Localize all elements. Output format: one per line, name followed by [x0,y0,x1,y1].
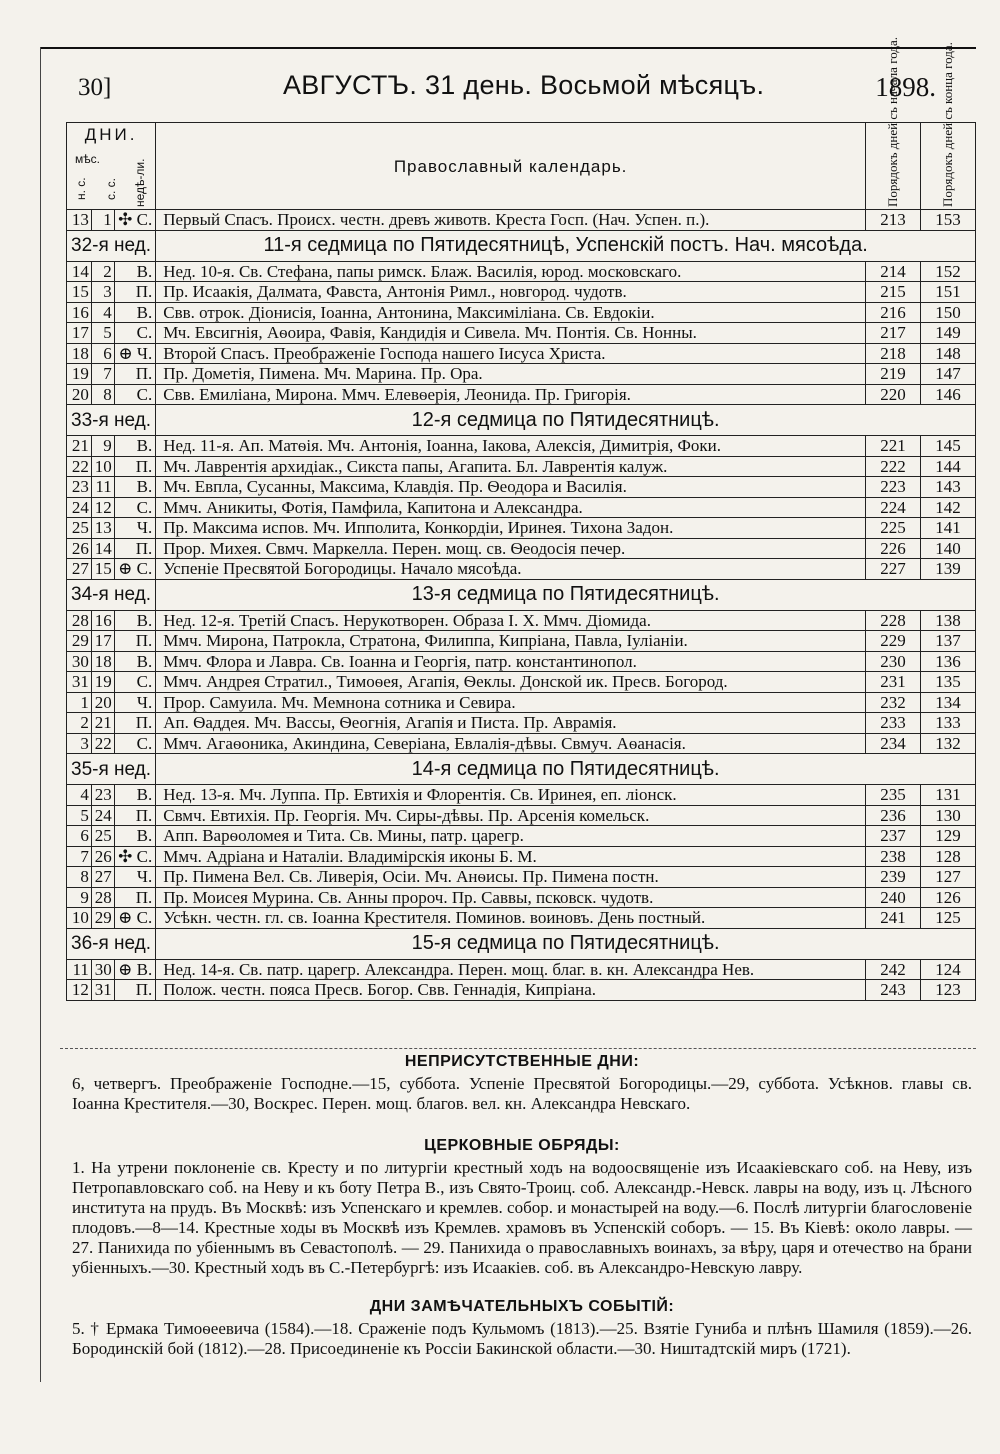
top-rule [40,47,976,49]
week-row [67,579,976,610]
new-style-date: 25 [67,518,92,539]
day-row [67,456,976,477]
days-remaining: 126 [920,887,975,908]
day-row [67,610,976,631]
weekday: В. [114,610,156,631]
saints-text: Ммч. Флора и Лавра. Св. Іоанна и Георгія, патр. константинопол. [156,651,866,672]
old-style-date: 25 [91,826,114,847]
week-number: 32-я нед. [67,230,156,261]
saints-text: Успеніе Пресвятой Богородицы. Начало мясоѣда. [156,559,866,580]
notable-events-title: ДНИ ЗАМѢЧАТЕЛЬНЫХЪ СОБЫТІЙ: [369,1298,675,1315]
day-of-year: 220 [865,384,920,405]
weekday: В. [114,302,156,323]
weekday: П. [114,456,156,477]
day-of-year: 243 [865,980,920,1001]
week-row [67,754,976,785]
old-style-date: 17 [91,631,114,652]
old-style-date: 3 [91,282,114,303]
week-row [67,405,976,436]
day-of-year: 216 [865,302,920,323]
saints-text: Нед. 11-я. Ап. Матѳія. Мч. Антонія, Іоанна, Іакова, Алексія, Димитрія, Фоки. [156,436,866,457]
saints-text: Ммч. Аникиты, Фотія, Памфила, Капитона и Александра. [156,497,866,518]
days-remaining: 145 [920,436,975,457]
days-remaining: 127 [920,867,975,888]
week-title: 11-я седмица по Пятидесятницѣ, Успенскій постъ. Нач. мясоѣда. [156,230,976,261]
days-to-end-header [920,42,975,210]
old-style-date: 15 [91,559,114,580]
saints-text: Пр. Исаакія, Далмата, Фавста, Антонія Римл., новгород. чудотв. [156,282,866,303]
day-of-year: 225 [865,518,920,539]
old-style-date: 20 [91,692,114,713]
weekday: П. [114,631,156,652]
old-style-date: 23 [91,785,114,806]
weekday: С. [114,323,156,344]
new-style-label: с. с. [103,178,118,201]
day-row [67,302,976,323]
new-style-date: 22 [67,456,92,477]
old-style-date: 7 [91,364,114,385]
saints-text: Мч. Лаврентія архидіак., Сикста папы, Агапита. Бл. Лаврентія калуж. [156,456,866,477]
day-row [67,651,976,672]
new-style-date: 19 [67,364,92,385]
saints-text: Ап. Ѳаддея. Мч. Вассы, Ѳеогнія, Агапія и Писта. Пр. Аврамія. [156,713,866,734]
day-row [67,785,976,806]
day-of-year: 233 [865,713,920,734]
day-of-year: 237 [865,826,920,847]
old-style-date: 14 [91,538,114,559]
day-of-year: 239 [865,867,920,888]
page-year: 1898. [875,72,936,102]
old-style-date: 9 [91,436,114,457]
new-style-date: 29 [67,631,92,652]
old-style-date: 24 [91,805,114,826]
day-row [67,980,976,1001]
day-of-year: 240 [865,887,920,908]
day-of-year: 230 [865,651,920,672]
weekday: ✣ С. [114,210,156,231]
day-row [67,538,976,559]
days-to-end-label: Порядокъ дней съ конца года. [939,42,955,207]
day-of-year: 221 [865,436,920,457]
saints-text: Нед. 10-я. Св. Стефана, папы римск. Блаж. Василія, юрод. московскаго. [156,261,866,282]
weekday: В. [114,785,156,806]
weekday: В. [114,436,156,457]
week-number: 33-я нед. [67,405,156,436]
day-row [67,631,976,652]
new-style-date: 14 [67,261,92,282]
old-style-date: 21 [91,713,114,734]
day-row [67,497,976,518]
church-rites-text: 1. На утрени поклоненіе св. Кресту и по литургіи крестный ходъ на водоосвященіе изъ Исаакіевскаго соб. на Неву, изъ Петропавловскаго соб. на Неву и къ боту Петра В., изъ Свято-Троиц. соб. Александр.-Невск. лавры на воду, изъ ц. Лѣсного института на прудъ. Въ Москвѣ: изъ Успенскаго и кремлев. собор. и монастырей на воду.—6. Послѣ литургіи благословеніе плодовъ.—8—14. Крестные ходы въ Москвѣ изъ Кремлев. храмовъ въ Успенскій соборъ. — 15. Въ Кіевѣ: около лавры. — 27. Панихида по убіеннымъ въ Севастополѣ. — 29. Панихида о православныхъ воинахъ, за вѣру, царя и отечество на брани убіенныхъ.—30. Крестный ходъ въ С.-Петербургѣ: изъ Исаакіев. соб. въ Александро-Невскую лавру. [72,1158,972,1277]
days-remaining: 132 [920,733,975,754]
days-remaining: 124 [920,959,975,980]
saints-text: Прор. Самуила. Мч. Мемнона сотника и Севира. [156,692,866,713]
old-style-date: 19 [91,672,114,693]
new-style-date: 18 [67,343,92,364]
new-style-date: 24 [67,497,92,518]
day-row [67,867,976,888]
new-style-date: 10 [67,908,92,929]
week-title: 15-я седмица по Пятидесятницѣ. [156,928,976,959]
day-row [67,477,976,498]
days-remaining: 149 [920,323,975,344]
new-style-date: 16 [67,302,92,323]
days-remaining: 143 [920,477,975,498]
new-style-date: 13 [67,210,92,231]
weekday: ⊕ В. [114,959,156,980]
day-of-year: 242 [865,959,920,980]
day-row [67,908,976,929]
day-of-year: 226 [865,538,920,559]
old-style-date: 8 [91,384,114,405]
new-style-date: 9 [67,887,92,908]
weekday: С. [114,672,156,693]
days-remaining: 141 [920,518,975,539]
day-row [67,559,976,580]
saints-text: Пр. Максима испов. Мч. Ипполита, Конкордіи, Иринея. Тихона Задон. [156,518,866,539]
day-row [67,959,976,980]
saints-text: Свмч. Евтихія. Пр. Георгія. Мч. Сиры-дѣвы. Пр. Арсенія комельск. [156,805,866,826]
saints-text: Мч. Евпла, Сусанны, Максима, Клавдія. Пр. Ѳеодора и Василія. [156,477,866,498]
saints-text: Второй Спасъ. Преображеніе Господа нашего Іисуса Христа. [156,343,866,364]
weekday: В. [114,477,156,498]
saints-text: Пр. Моисея Мурина. Св. Анны пророч. Пр. Саввы, псковск. чудотв. [156,887,866,908]
days-remaining: 153 [920,210,975,231]
weekday: Ч. [114,692,156,713]
day-of-year: 231 [865,672,920,693]
new-style-date: 1 [67,692,92,713]
day-row [67,733,976,754]
new-style-date: 4 [67,785,92,806]
days-remaining: 152 [920,261,975,282]
weekday: П. [114,805,156,826]
old-style-date: 30 [91,959,114,980]
page-header [78,70,958,106]
new-style-date: 28 [67,610,92,631]
new-style-date: 7 [67,846,92,867]
old-style-date: 27 [91,867,114,888]
day-row [67,343,976,364]
old-style-date: 5 [91,323,114,344]
weekday: В. [114,826,156,847]
week-title: 14-я седмица по Пятидесятницѣ. [156,754,976,785]
weekday: ⊕ С. [114,908,156,929]
weekday: С. [114,733,156,754]
day-of-year: 234 [865,733,920,754]
days-remaining: 135 [920,672,975,693]
weekday: П. [114,364,156,385]
day-row [67,384,976,405]
weekday: С. [114,384,156,405]
day-of-year: 232 [865,692,920,713]
days-remaining: 150 [920,302,975,323]
notable-events-text: 5. † Ермака Тимоѳеевича (1584).—18. Сраженіе подъ Кульмомъ (1813).—25. Взятіе Гуниба и плѣнъ Шамиля (1859).—26. Бородинскій бой (1812).—28. Присоединеніе къ Россіи Бакинской области.—30. Ништадтскій миръ (1721). [72,1319,972,1358]
day-of-year: 228 [865,610,920,631]
saints-text: Ммч. Мирона, Патрокла, Стратона, Филиппа, Кипріана, Павла, Іуліаніи. [156,631,866,652]
old-style-date: 11 [91,477,114,498]
new-style-date: 23 [67,477,92,498]
old-style-date: 31 [91,980,114,1001]
saints-text: Нед. 12-я. Третій Спасъ. Нерукотворен. Образа І. Х. Ммч. Діомида. [156,610,866,631]
week-row [67,230,976,261]
day-of-year: 214 [865,261,920,282]
day-of-year: 223 [865,477,920,498]
day-row [67,282,976,303]
old-style-date: 2 [91,261,114,282]
week-number: 36-я нед. [67,928,156,959]
weekday: П. [114,887,156,908]
new-style-date: 21 [67,436,92,457]
day-row [67,692,976,713]
week-number: 35-я нед. [67,754,156,785]
page-title: АВГУСТЪ. 31 день. Восьмой мѣсяцъ. [283,70,765,100]
day-row [67,846,976,867]
week-row [67,928,976,959]
day-of-year: 241 [865,908,920,929]
day-of-year: 218 [865,343,920,364]
old-style-date: 12 [91,497,114,518]
saints-text: Ммч. Агаѳоника, Акиндина, Северіана, Евлалія-дѣвы. Свмуч. Аѳанасія. [156,733,866,754]
days-remaining: 147 [920,364,975,385]
week-title: 13-я седмица по Пятидесятницѣ. [156,579,976,610]
weekday: ⊕ С. [114,559,156,580]
old-style-date: 29 [91,908,114,929]
saints-text: Полож. честн. пояса Пресв. Богор. Свв. Геннадія, Кипріана. [156,980,866,1001]
old-style-date: 1 [91,210,114,231]
saints-text: Пр. Пимена Вел. Св. Ливерія, Осіи. Мч. Анѳисы. Пр. Пимена постн. [156,867,866,888]
day-of-year: 222 [865,456,920,477]
weekday: Ч. [114,518,156,539]
table-header-row [67,123,976,210]
weekday: Ч. [114,867,156,888]
new-style-date: 2 [67,713,92,734]
new-style-date: 27 [67,559,92,580]
church-rites-section [72,1137,972,1278]
days-remaining: 133 [920,713,975,734]
day-of-year: 238 [865,846,920,867]
week-number: 34-я нед. [67,579,156,610]
days-remaining: 128 [920,846,975,867]
nonpresent-days-title: НЕПРИСУТСТВЕННЫЕ ДНИ: [404,1053,640,1070]
saints-text: Ммч. Адріана и Наталіи. Владимірскія иконы Б. М. [156,846,866,867]
days-remaining: 142 [920,497,975,518]
days-remaining: 148 [920,343,975,364]
new-style-date: 12 [67,980,92,1001]
old-style-date: 6 [91,343,114,364]
days-remaining: 137 [920,631,975,652]
new-style-date: 26 [67,538,92,559]
day-of-year: 224 [865,497,920,518]
new-style-date: 17 [67,323,92,344]
saints-text: Ммч. Андрея Стратил., Тимоѳея, Агапія, Ѳеклы. Донской ик. Пресв. Богород. [156,672,866,693]
days-remaining: 146 [920,384,975,405]
day-of-year: 219 [865,364,920,385]
day-row [67,364,976,385]
new-style-date: 6 [67,826,92,847]
old-style-label: н. с. [74,177,89,201]
new-style-date: 5 [67,805,92,826]
days-remaining: 136 [920,651,975,672]
day-of-year: 217 [865,323,920,344]
weekday: П. [114,282,156,303]
day-of-year: 229 [865,631,920,652]
weekday-label: недѣ-ли. [133,158,148,207]
week-title: 12-я седмица по Пятидесятницѣ. [156,405,976,436]
day-row [67,436,976,457]
weekday: П. [114,980,156,1001]
new-style-date: 30 [67,651,92,672]
day-of-year: 236 [865,805,920,826]
days-remaining: 139 [920,559,975,580]
church-rites-title: ЦЕРКОВНЫЕ ОБРЯДЫ: [424,1137,620,1154]
days-from-start-label: Порядокъ дней съ начала года. [884,37,900,207]
days-remaining: 129 [920,826,975,847]
old-style-date: 28 [91,887,114,908]
day-row [67,210,976,231]
orthodox-calendar-title: Православный календарь. [156,123,866,210]
day-row [67,261,976,282]
weekday: П. [114,538,156,559]
page-number: 30] [78,74,112,101]
days-remaining: 125 [920,908,975,929]
old-style-date: 18 [91,651,114,672]
weekday: ✣ С. [114,846,156,867]
saints-text: Мч. Евсигнія, Аѳоира, Фавія, Кандидія и Сивела. Мч. Понтія. Св. Нонны. [156,323,866,344]
old-style-date: 13 [91,518,114,539]
saints-text: Первый Спасъ. Происх. честн. древъ животв. Креста Госп. (Нач. Успен. п.). [156,210,866,231]
new-style-date: 3 [67,733,92,754]
saints-text: Нед. 14-я. Св. патр. царегр. Александра. Перен. мощ. благ. в. кн. Александра Нев. [156,959,866,980]
saints-text: Апп. Варѳоломея и Тита. Св. Мины, патр. царегр. [156,826,866,847]
weekday: П. [114,713,156,734]
day-of-year: 235 [865,785,920,806]
day-row [67,672,976,693]
old-style-date: 10 [91,456,114,477]
day-row [67,805,976,826]
saints-text: Свв. Емиліана, Мирона. Ммч. Елевѳерія, Леонида. Пр. Григорія. [156,384,866,405]
saints-text: Пр. Дометія, Пимена. Мч. Марина. Пр. Ора. [156,364,866,385]
days-remaining: 130 [920,805,975,826]
days-remaining: 138 [920,610,975,631]
notable-events-section [72,1298,972,1359]
section-separator [60,1048,976,1049]
day-row [67,713,976,734]
month-label: мѣс. [75,152,100,166]
saints-text: Усѣкн. честн. гл. св. Іоанна Крестителя. Поминов. воиновъ. День постный. [156,908,866,929]
new-style-date: 20 [67,384,92,405]
old-style-date: 22 [91,733,114,754]
days-remaining: 144 [920,456,975,477]
saints-text: Нед. 13-я. Мч. Луппа. Пр. Евтихія и Флорентія. Св. Иринея, еп. ліонск. [156,785,866,806]
new-style-date: 11 [67,959,92,980]
new-style-date: 8 [67,867,92,888]
weekday: ⊕ Ч. [114,343,156,364]
old-style-date: 16 [91,610,114,631]
day-row [67,826,976,847]
day-row [67,518,976,539]
new-style-date: 15 [67,282,92,303]
old-style-date: 4 [91,302,114,323]
nonpresent-days-text: 6, четвергъ. Преображеніе Господне.—15, суббота. Успеніе Пресвятой Богородицы.—29, суббота. Усѣкнов. главы св. Іоанна Крестителя.—30, Воскрес. Перен. мощ. благов. вел. кн. Александра Невскаго. [72,1074,972,1113]
weekday: С. [114,497,156,518]
new-style-date: 31 [67,672,92,693]
weekday: В. [114,261,156,282]
day-of-year: 215 [865,282,920,303]
days-remaining: 131 [920,785,975,806]
day-row [67,323,976,344]
left-rule [40,47,41,1382]
days-label: ДНИ. [84,125,138,144]
nonpresent-days-section [72,1053,972,1114]
saints-text: Прор. Михея. Свмч. Маркелла. Перен. мощ. св. Ѳеодосія печер. [156,538,866,559]
weekday: В. [114,651,156,672]
days-remaining: 123 [920,980,975,1001]
saints-text: Свв. отрок. Діонисія, Іоанна, Антонина, Максиміліана. Св. Евдокіи. [156,302,866,323]
days-remaining: 134 [920,692,975,713]
day-of-year: 213 [865,210,920,231]
days-header [67,123,156,210]
days-remaining: 151 [920,282,975,303]
day-of-year: 227 [865,559,920,580]
days-remaining: 140 [920,538,975,559]
day-row [67,887,976,908]
old-style-date: 26 [91,846,114,867]
